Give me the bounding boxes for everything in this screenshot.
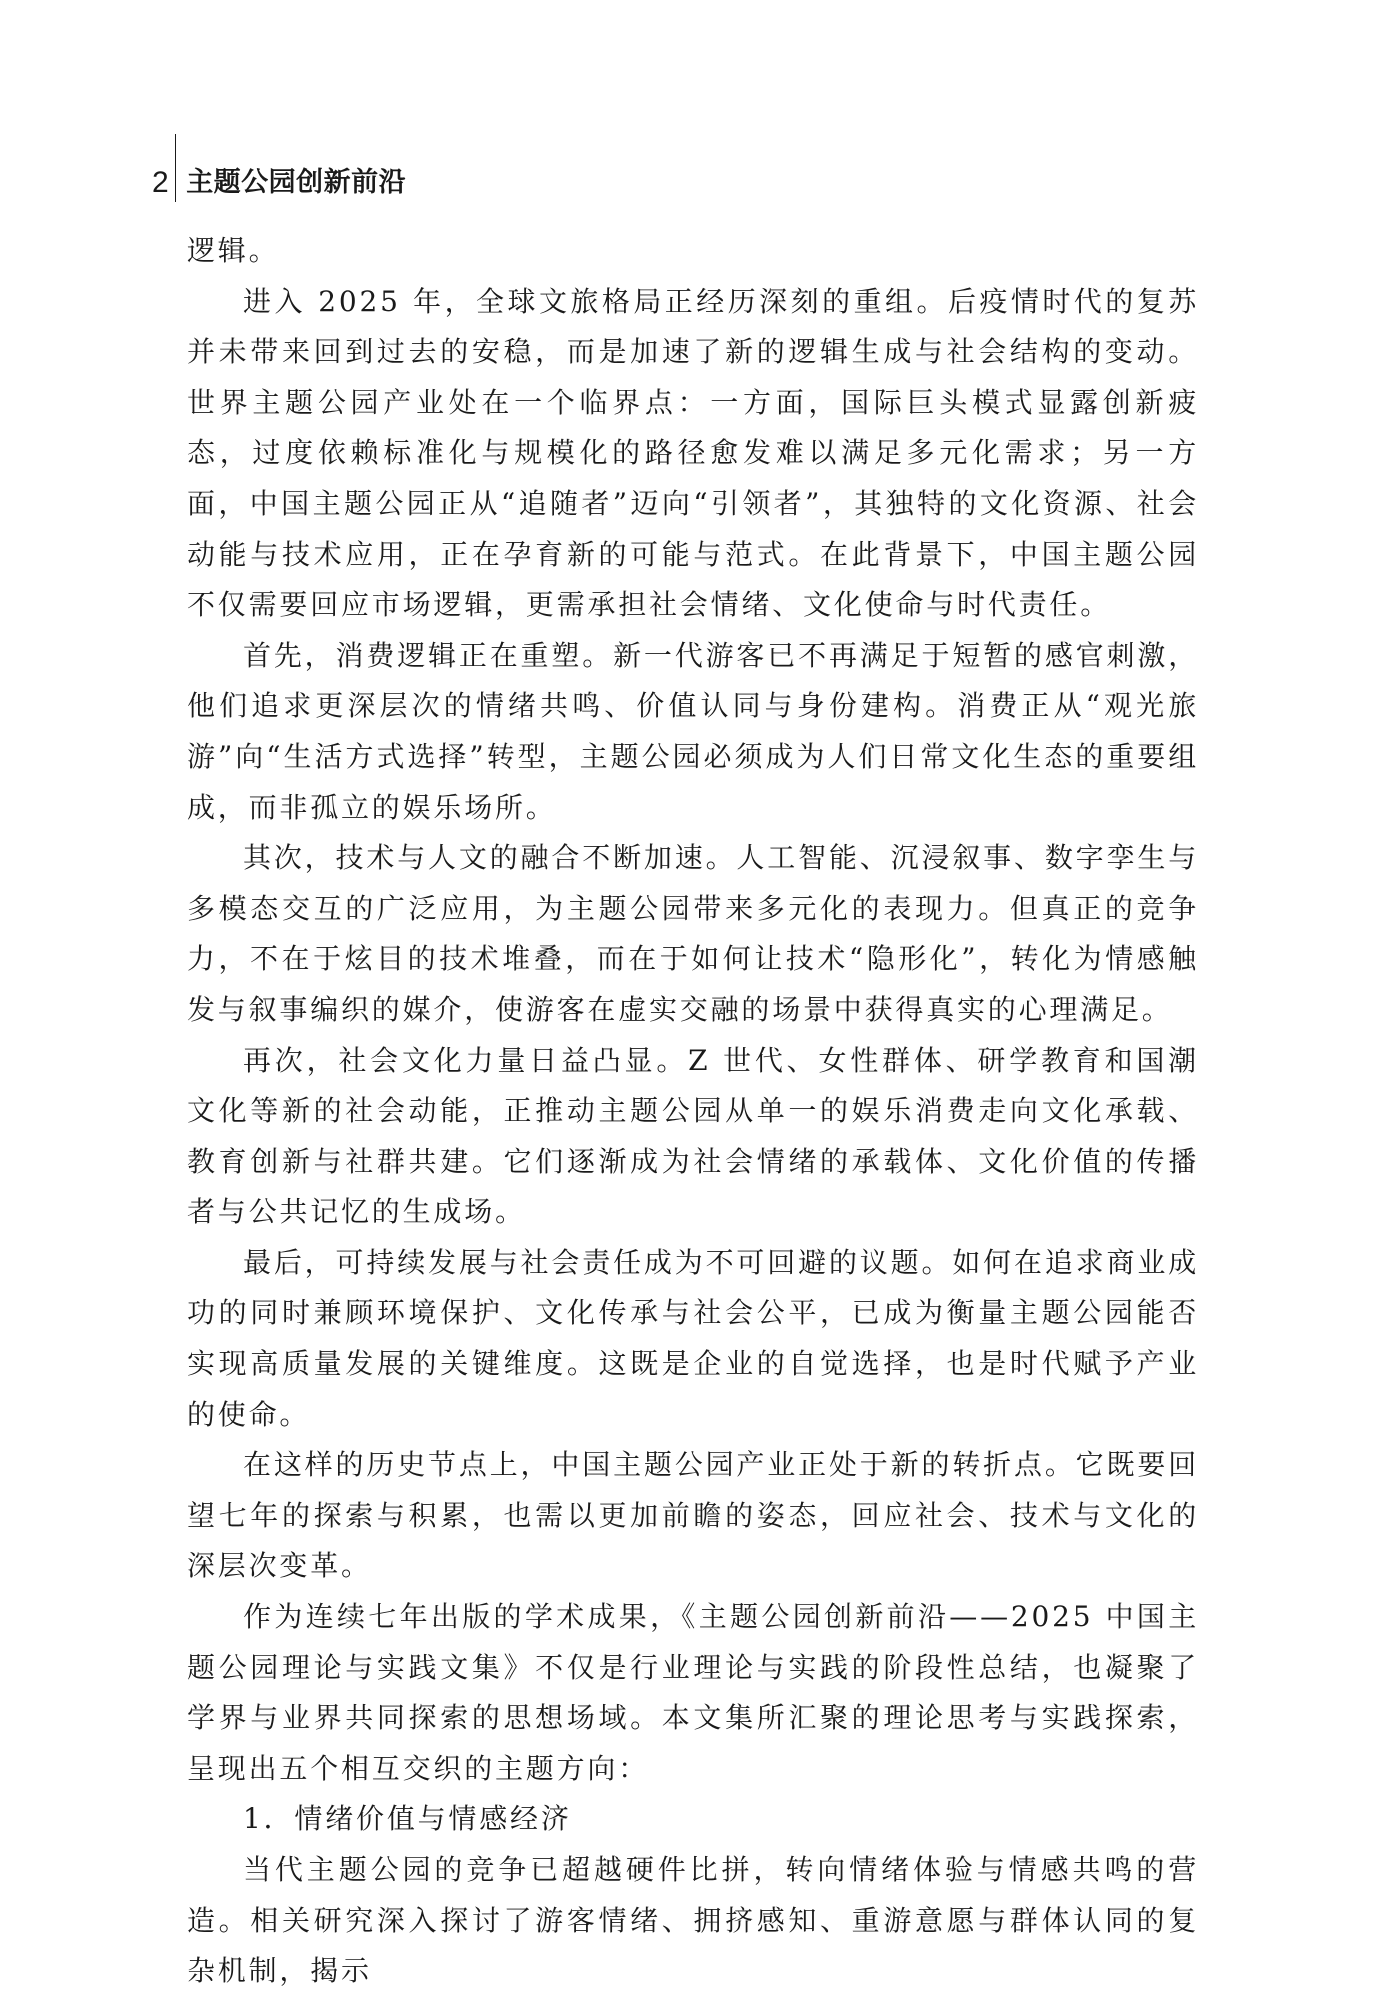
page-number: 2 bbox=[152, 166, 169, 199]
section-heading: 1．情绪价值与情感经济 bbox=[243, 1802, 572, 1836]
paragraph: 作为连续七年出版的学术成果，《主题公园创新前沿——2025 中国主题公园理论与实践文集》不仅是行业理论与实践的阶段性总结，也凝聚了学界与业界共同探索的思想场域。本文集所汇聚的理论思考与实践探索，呈现出五个相互交织的主题方向： bbox=[187, 1600, 1199, 1785]
paragraph-continuation: 逻辑。 bbox=[187, 234, 280, 267]
paragraph: 再次，社会文化力量日益凸显。Z 世代、女性群体、研学教育和国潮文化等新的社会动能，正推动主题公园从单一的娱乐消费走向文化承载、教育创新与社群共建。它们逐渐成为社会情绪的承载体、文化价值的传播者与公共记忆的生成场。 bbox=[187, 1043, 1199, 1229]
paragraph: 在这样的历史节点上，中国主题公园产业正处于新的转折点。它既要回望七年的探索与积累，也需以更加前瞻的姿态，回应社会、技术与文化的深层次变革。 bbox=[187, 1448, 1199, 1583]
paragraph: 首先，消费逻辑正在重塑。新一代游客已不再满足于短暂的感官刺激，他们追求更深层次的情绪共鸣、价值认同与身份建构。消费正从“观光旅游”向“生活方式选择”转型，主题公园必须成为人们日常文化生态的重要组成，而非孤立的娱乐场所。 bbox=[187, 638, 1199, 824]
paragraph: 当代主题公园的竞争已超越硬件比拼，转向情绪体验与情感共鸣的营造。相关研究深入探讨了游客情绪、拥挤感知、重游意愿与群体认同的复杂机制，揭示 bbox=[187, 1853, 1199, 1988]
running-title: 主题公园创新前沿 bbox=[186, 167, 407, 198]
paragraph: 进入 2025 年，全球文旅格局正经历深刻的重组。后疫情时代的复苏并未带来回到过去的安稳，而是加速了新的逻辑生成与社会结构的变动。世界主题公园产业处在一个临界点：一方面，国际巨头模式显露创新疲态，过度依赖标准化与规模化的路径愈发难以满足多元化需求；另一方面，中国主题公园正从“追随者”迈向“引领者”，其独特的文化资源、社会动能与技术应用，正在孕育新的可能与范式。在此背景下，中国主题公园不仅需要回应市场逻辑，更需承担社会情绪、文化使命与时代责任。 bbox=[187, 284, 1199, 622]
paragraph: 其次，技术与人文的融合不断加速。人工智能、沉浸叙事、数字孪生与多模态交互的广泛应用，为主题公园带来多元化的表现力。但真正的竞争力，不在于炫目的技术堆叠，而在于如何让技术“隐形化”，转化为情感触发与叙事编织的媒介，使游客在虚实交融的场景中获得真实的心理满足。 bbox=[187, 841, 1199, 1026]
paragraph: 最后，可持续发展与社会责任成为不可回避的议题。如何在追求商业成功的同时兼顾环境保护、文化传承与社会公平，已成为衡量主题公园能否实现高质量发展的关键维度。这既是企业的自觉选择，也是时代赋予产业的使命。 bbox=[187, 1245, 1199, 1431]
body-text bbox=[187, 226, 1199, 1997]
running-header bbox=[152, 132, 406, 202]
header-divider bbox=[175, 134, 177, 202]
